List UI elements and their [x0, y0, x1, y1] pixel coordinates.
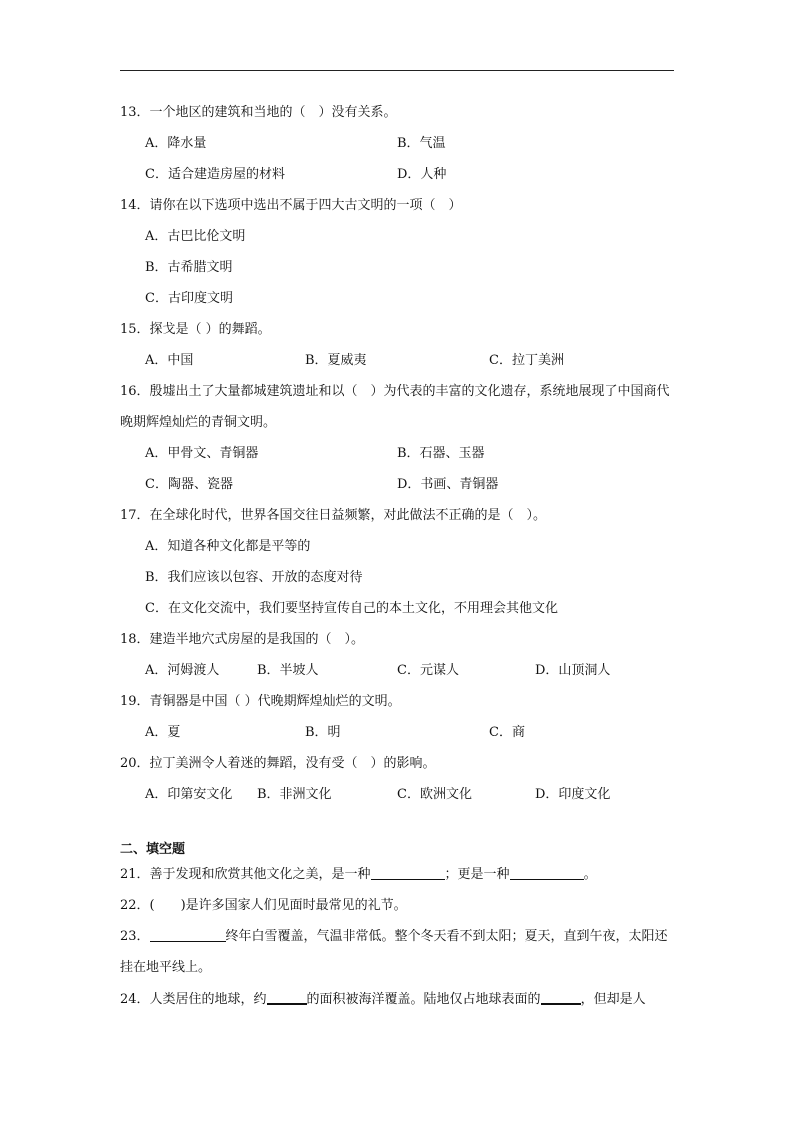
question-13-stem: 13．一个地区的建筑和当地的（ ）没有关系。 [120, 105, 397, 120]
section-title: 二、填空题 [120, 842, 186, 857]
question-24-text-2: 的面积被海洋覆盖。陆地仅占地球表面的 [306, 992, 541, 1007]
question-17-option-row-a [120, 537, 680, 568]
question-18-stem: 18．建造半地穴式房屋的是我国的（ ）。 [120, 632, 365, 647]
question-18-options [120, 661, 680, 692]
option-b[interactable]: B．夏威夷 [305, 353, 367, 368]
question-14-option-row-c [120, 289, 680, 320]
answer-blank[interactable] [267, 989, 307, 1005]
answer-blank[interactable] [510, 865, 584, 880]
header-rule [120, 70, 674, 71]
question-16-options-2 [120, 475, 680, 506]
option-a[interactable]: A．中国 [145, 353, 194, 368]
option-d[interactable]: D．人种 [397, 167, 447, 182]
option-b[interactable]: B．气温 [397, 136, 446, 151]
option-d[interactable]: D．印度文化 [535, 787, 611, 802]
question-16-options [120, 444, 680, 475]
option-c[interactable]: C．拉丁美洲 [489, 353, 564, 368]
option-a[interactable]: A．河姆渡人 [145, 663, 220, 678]
option-b[interactable]: B．我们应该以包容、开放的态度对待 [145, 570, 363, 585]
question-19-options [120, 723, 680, 754]
option-d[interactable]: D．书画、青铜器 [397, 477, 499, 492]
question-20-options [120, 785, 680, 816]
question-list [120, 103, 680, 1020]
option-a[interactable]: A．印第安文化 [145, 787, 233, 802]
option-c[interactable]: C．古印度文明 [145, 291, 233, 306]
question-21-text-3: 。 [583, 867, 597, 882]
option-a[interactable]: A．古巴比伦文明 [145, 229, 246, 244]
option-c[interactable]: C．陶器、瓷器 [145, 477, 233, 492]
question-20-stem: 20．拉丁美洲令人着迷的舞蹈，没有受（ ）的影响。 [120, 756, 436, 771]
question-23 [120, 921, 672, 983]
question-16-stem: 16．殷墟出土了大量都城建筑遗址和以（ ）为代表的丰富的文化遗存，系统地展现了中国商代晚期辉煌灿烂的青铜文明。 [120, 384, 670, 430]
question-17-option-row-b [120, 568, 680, 599]
question-21 [120, 865, 680, 896]
question-24-text-1: 24．人类居住的地球，约 [120, 992, 267, 1007]
question-21-text-2: ；更是一种 [444, 867, 510, 882]
question-24-text-3: ，但却是人 [580, 992, 646, 1007]
question-15-options [120, 351, 680, 382]
question-23-text-2: 终年白雪覆盖，气温非常低。整个冬天看不到太阳；夏天，直到午夜，太阳还挂在地平线上。 [120, 929, 668, 975]
option-b[interactable]: B．半坡人 [257, 663, 319, 678]
option-a[interactable]: A．甲骨文、青铜器 [145, 446, 259, 461]
question-21-text-1: 21．善于发现和欣赏其他文化之美，是一种 [120, 867, 371, 882]
option-b[interactable]: B．明 [305, 725, 341, 740]
question-13-options-2 [120, 165, 680, 196]
option-c[interactable]: C．商 [489, 725, 525, 740]
option-b[interactable]: B．非洲文化 [257, 787, 332, 802]
question-14-option-row-a [120, 227, 680, 258]
option-b[interactable]: B．古希腊文明 [145, 260, 233, 275]
question-17-option-row-c [120, 599, 680, 630]
option-c[interactable]: C．适合建造房屋的材料 [145, 167, 285, 182]
option-d[interactable]: D．山顶洞人 [535, 663, 611, 678]
question-14-option-row-b [120, 258, 680, 289]
option-c[interactable]: C．元谋人 [397, 663, 459, 678]
option-c[interactable]: C．欧洲文化 [397, 787, 472, 802]
option-a[interactable]: A．降水量 [145, 136, 207, 151]
question-24 [120, 989, 680, 1020]
question-15-stem: 15．探戈是（ ）的舞蹈。 [120, 322, 271, 337]
question-17-stem: 17．在全球化时代，世界各国交往日益频繁，对此做法不正确的是（ ）。 [120, 508, 547, 523]
answer-blank[interactable] [150, 927, 226, 942]
question-19-stem: 19．青铜器是中国（ ）代晚期辉煌灿烂的文明。 [120, 694, 401, 709]
question-23-text-1: 23． [120, 929, 150, 944]
question-22-text: 22．( )是许多国家人们见面时最常见的礼节。 [120, 898, 407, 913]
answer-blank[interactable] [371, 865, 445, 880]
answer-blank[interactable] [541, 989, 581, 1005]
option-a[interactable]: A．知道各种文化都是平等的 [145, 539, 311, 554]
question-14-stem: 14．请你在以下选项中选出不属于四大古文明的一项（ ） [120, 198, 462, 213]
option-b[interactable]: B．石器、玉器 [397, 446, 485, 461]
option-a[interactable]: A．夏 [145, 725, 181, 740]
question-13-options [120, 134, 680, 165]
option-c[interactable]: C．在文化交流中，我们要坚持宣传自己的本土文化，不用理会其他文化 [145, 601, 558, 616]
